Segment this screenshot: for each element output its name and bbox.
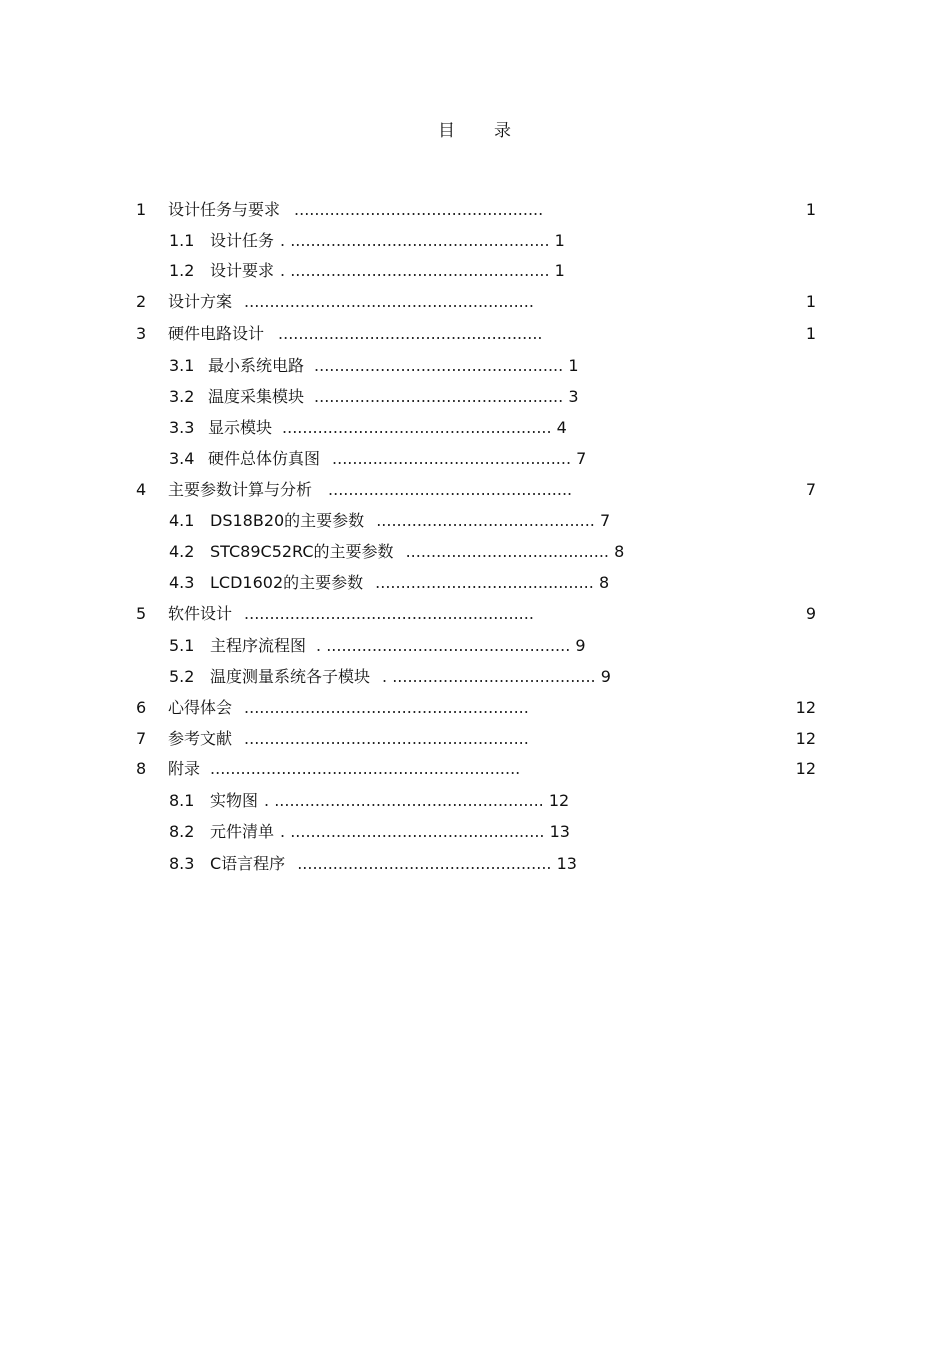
toc-entry-page: 9	[600, 667, 611, 686]
toc-entry-title: 显示模块 ..................................................... 4	[208, 418, 567, 437]
toc-entry-title: 设计任务与要求 .................................................	[168, 200, 544, 219]
toc-entry-number: 8.1	[169, 791, 195, 810]
toc-entry-page: 7	[576, 449, 587, 468]
toc-entry-number: 4	[136, 480, 147, 499]
toc-title-char: 录	[494, 121, 512, 141]
toc-entry-title: 参考文献 ........................................................	[168, 729, 529, 748]
toc-entry-title: 主程序流程图 . ................................................ 9	[210, 636, 586, 655]
toc-entry-page: 7	[805, 480, 816, 499]
toc-entry-title: 心得体会 ........................................................	[168, 698, 529, 717]
toc-entry-page: 1	[554, 231, 565, 250]
toc-entry-number: 6	[136, 698, 147, 717]
toc-entry-page: 9	[575, 636, 586, 655]
toc-entry-title: 实物图 . ..................................................... 12	[210, 791, 570, 810]
toc-entry-number: 4.2	[169, 542, 195, 561]
toc-entry-number: 5	[136, 604, 147, 623]
toc-entry-title: 最小系统电路 ................................................. 1	[208, 356, 579, 375]
toc-entry-number: 1	[136, 200, 147, 219]
toc-entry-title: 设计要求 . ................................................... 1	[210, 261, 565, 280]
toc-entry-title: 温度测量系统各子模块 . ........................................ 9	[210, 667, 611, 686]
toc-entry-title: 硬件电路设计 ....................................................	[168, 324, 543, 343]
toc-entry-page: 13	[556, 854, 577, 873]
toc-entry-title: 附录 .............................................................	[168, 759, 521, 778]
toc-entry-title: LCD1602的主要参数 ........................................... 8	[210, 573, 610, 592]
toc-entry-title: 硬件总体仿真图 ............................................... 7	[208, 449, 587, 468]
toc-entry-page: 1	[805, 324, 816, 343]
toc-entry-title: C语言程序 .................................................. 13	[210, 854, 577, 873]
toc-entry-number: 3.3	[169, 418, 195, 437]
toc-entry-page: 1	[554, 261, 565, 280]
toc-entry-number: 8.3	[169, 854, 195, 873]
toc-entry-number: 1.2	[169, 261, 195, 280]
toc-entry-page: 12	[795, 729, 816, 748]
toc-entry-title: 设计方案 .........................................................	[168, 292, 534, 311]
toc-entry-page: 1	[568, 356, 579, 375]
toc-entry-title: STC89C52RC的主要参数 ........................................ 8	[210, 542, 625, 561]
toc-entry-page: 9	[805, 604, 816, 623]
toc-entry-number: 3.4	[169, 449, 195, 468]
toc-entry-number: 8.2	[169, 822, 195, 841]
toc-entry-number: 4.3	[169, 573, 195, 592]
toc-entry-number: 3	[136, 324, 147, 343]
toc-entry-page: 8	[598, 573, 610, 592]
toc-entry-title: 设计任务 . ................................................... 1	[210, 231, 565, 250]
toc-entry-number: 3.1	[169, 356, 195, 375]
toc-entry-title: 主要参数计算与分析 ................................................	[168, 480, 573, 499]
toc-entry-page: 12	[548, 791, 570, 810]
toc-entry-number: 3.2	[169, 387, 195, 406]
toc-entry-number: 7	[136, 729, 147, 748]
toc-entry-page: 8	[614, 542, 625, 561]
toc-entry-page: 1	[805, 200, 816, 219]
toc-entry-page: 12	[795, 698, 816, 717]
toc-entry-title: 温度采集模块 ................................................. 3	[208, 387, 579, 406]
toc-entry-number: 4.1	[169, 511, 195, 530]
toc-entry-number: 2	[136, 292, 147, 311]
toc-title-char: 目	[438, 121, 456, 141]
toc-entry-page: 1	[805, 292, 816, 311]
toc-entry-number: 5.2	[169, 667, 195, 686]
toc-entry-number: 1.1	[169, 231, 195, 250]
toc-entry-title: DS18B20的主要参数 ........................................... 7	[210, 511, 611, 530]
toc-entry-page: 12	[795, 759, 816, 778]
toc-entry-number: 8	[136, 759, 147, 778]
toc-entry-title: 软件设计 .........................................................	[168, 604, 534, 623]
toc-entry-page: 4	[556, 418, 567, 437]
toc-entry-page: 7	[599, 511, 611, 530]
toc-entry-page: 3	[568, 387, 579, 406]
toc-entry-page: 13	[549, 822, 570, 841]
toc-entry-number: 5.1	[169, 636, 195, 655]
toc-title	[0, 116, 950, 141]
toc-entry-title: 元件清单 . .................................................. 13	[210, 822, 570, 841]
